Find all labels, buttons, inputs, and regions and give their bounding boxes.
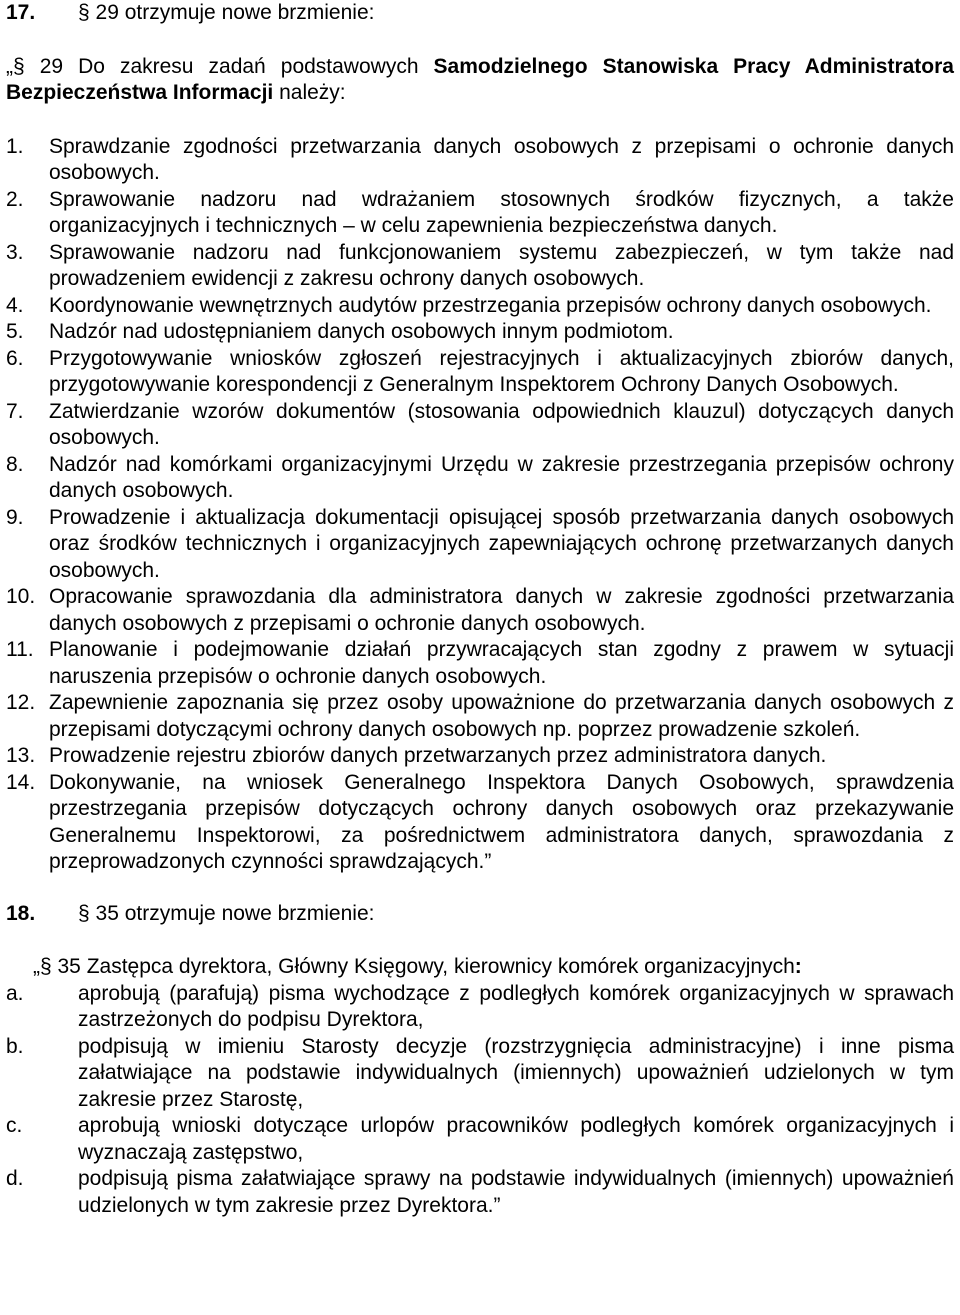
- list-item: [6, 637, 954, 690]
- section-17-list: [6, 134, 954, 876]
- section-number: 18.: [6, 901, 36, 925]
- list-item-text: Sprawowanie nadzoru nad funkcjonowaniem systemu zabezpieczeń, w tym także nad prowadzeniem ewidencji z zakresu ochrony danych osobowych.: [49, 240, 954, 290]
- list-item: [6, 1113, 954, 1166]
- section-17-intro: [6, 54, 954, 107]
- list-item-text: Koordynowanie wewnętrznych audytów przestrzegania przepisów ochrony danych osobowych.: [49, 293, 932, 317]
- list-item-number: 14.: [6, 770, 36, 794]
- list-item-text: Planowanie i podejmowanie działań przywracających stan zgodny z prawem w sytuacji naruszenia przepisów o ochronie danych osobowych.: [49, 638, 954, 688]
- intro-prefix: „§ 29 Do zakresu zadań podstawowych: [6, 54, 419, 78]
- list-item-number: c.: [6, 1114, 23, 1137]
- list-item-number: 10.: [6, 585, 36, 608]
- list-item: [6, 187, 954, 240]
- list-item-number: 11.: [6, 638, 34, 661]
- list-item-text: Zatwierdzanie wzorów dokumentów (stosowania odpowiednich klauzul) dotyczących danych osobowych.: [49, 399, 954, 449]
- list-item: [6, 346, 954, 399]
- list-item-text: Nadzór nad komórkami organizacyjnymi Urzędu w zakresie przestrzegania przepisów ochrony danych osobowych.: [49, 452, 954, 502]
- list-item-number: 9.: [6, 505, 24, 529]
- list-item-number: 5.: [6, 320, 24, 343]
- section-title: § 35 otrzymuje nowe brzmienie:: [78, 901, 375, 925]
- list-item-number: 2.: [6, 187, 24, 211]
- intro-bold-text: Samodzielnego Stanowiska Pracy Administratora Bezpieczeństwa Informacji: [6, 54, 954, 104]
- list-item-text: Prowadzenie i aktualizacja dokumentacji opisującej sposób przetwarzania danych osobowych oraz środków technicznych i organizacyjnych zapewniających ochronę przetwarzanych danych osobowych.: [49, 505, 954, 582]
- list-item: [6, 293, 954, 320]
- list-item: [6, 452, 954, 505]
- list-item-text: Dokonywanie, na wniosek Generalnego Inspektora Danych Osobowych, sprawdzenia przestrzegania przepisów dotyczących ochrony danych osobowych oraz przekazywanie Generalnemu Inspektorowi, za pośrednictwem administratora danych, sprawozdania z przeprowadzonych czynności sprawdzających.”: [49, 770, 954, 873]
- list-item-text: Przygotowywanie wniosków zgłoszeń rejestracyjnych i aktualizacyjnych zbiorów danych, przygotowywanie korespondencji z Generalnym Inspektorem Ochrony Danych Osobowych.: [49, 346, 954, 396]
- list-item-text: podpisują pisma załatwiające sprawy na podstawie indywidualnych (imiennych) upoważnień udzielonych w tym zakresie przez Dyrektora.”: [78, 1167, 954, 1217]
- list-item: [6, 1034, 954, 1114]
- list-item-number: 7.: [6, 399, 24, 423]
- list-item-text: aprobują (parafują) pisma wychodzące z podległych komórek organizacyjnych w sprawach zastrzeżonych do podpisu Dyrektora,: [78, 981, 954, 1031]
- section-number: 17.: [6, 1, 36, 24]
- list-item-text: Opracowanie sprawozdania dla administratora danych w zakresie zgodności przetwarzania danych osobowych z przepisami o ochronie danych osobowych.: [49, 585, 954, 635]
- list-item-text: aprobują wnioski dotyczące urlopów pracowników podległych komórek organizacyjnych i wyznaczają zastępstwo,: [78, 1114, 954, 1164]
- list-item: [6, 743, 954, 770]
- list-item-text: podpisują w imieniu Starosty decyzje (rozstrzygnięcia administracyjne) i inne pisma załatwiające na podstawie indywidualnych (imiennych) upoważnień udzielonych w tym zakresie przez Starostę,: [78, 1034, 954, 1111]
- section-18-list: [6, 981, 954, 1220]
- section-18-heading: [6, 901, 954, 928]
- intro-text: „§ 35 Zastępca dyrektora, Główny Księgowy, kierownicy komórek organizacyjnych: [33, 955, 795, 978]
- section-title: § 29 otrzymuje nowe brzmienie:: [78, 1, 375, 24]
- list-item-text: Sprawdzanie zgodności przetwarzania danych osobowych z przepisami o ochronie danych osobowych.: [49, 134, 954, 184]
- list-item: [6, 1166, 954, 1219]
- list-item: [6, 505, 954, 585]
- list-item-number: d.: [6, 1167, 24, 1190]
- list-item: [6, 770, 954, 876]
- list-item-number: 1.: [6, 134, 24, 158]
- section-17-heading: [6, 0, 954, 27]
- list-item-text: Sprawowanie nadzoru nad wdrażaniem stosownych środków fizycznych, a także organizacyjnych i technicznych – w celu zapewnienia bezpieczeństwa danych.: [49, 187, 954, 237]
- list-item: [6, 319, 954, 346]
- list-item-number: 4.: [6, 293, 24, 317]
- intro-suffix: należy:: [279, 81, 346, 104]
- list-item-number: 6.: [6, 346, 24, 370]
- list-item-number: b.: [6, 1034, 24, 1058]
- list-item: [6, 399, 954, 452]
- list-item-number: 8.: [6, 452, 24, 476]
- section-18-intro: [6, 954, 954, 981]
- intro-colon: :: [794, 955, 802, 978]
- list-item-number: 12.: [6, 691, 36, 714]
- list-item-text: Prowadzenie rejestru zbiorów danych przetwarzanych przez administratora danych.: [49, 744, 827, 767]
- list-item: [6, 134, 954, 187]
- list-item: [6, 584, 954, 637]
- list-item-text: Zapewnienie zapoznania się przez osoby upoważnione do przetwarzania danych osobowych z przepisami dotyczącymi ochrony danych osobowych np. poprzez prowadzenie szkoleń.: [49, 691, 954, 741]
- list-item: [6, 690, 954, 743]
- list-item-number: 3.: [6, 240, 24, 264]
- list-item: [6, 240, 954, 293]
- list-item: [6, 981, 954, 1034]
- list-item-number: 13.: [6, 744, 36, 767]
- list-item-text: Nadzór nad udostępnianiem danych osobowych innym podmiotom.: [49, 320, 674, 343]
- list-item-number: a.: [6, 981, 24, 1005]
